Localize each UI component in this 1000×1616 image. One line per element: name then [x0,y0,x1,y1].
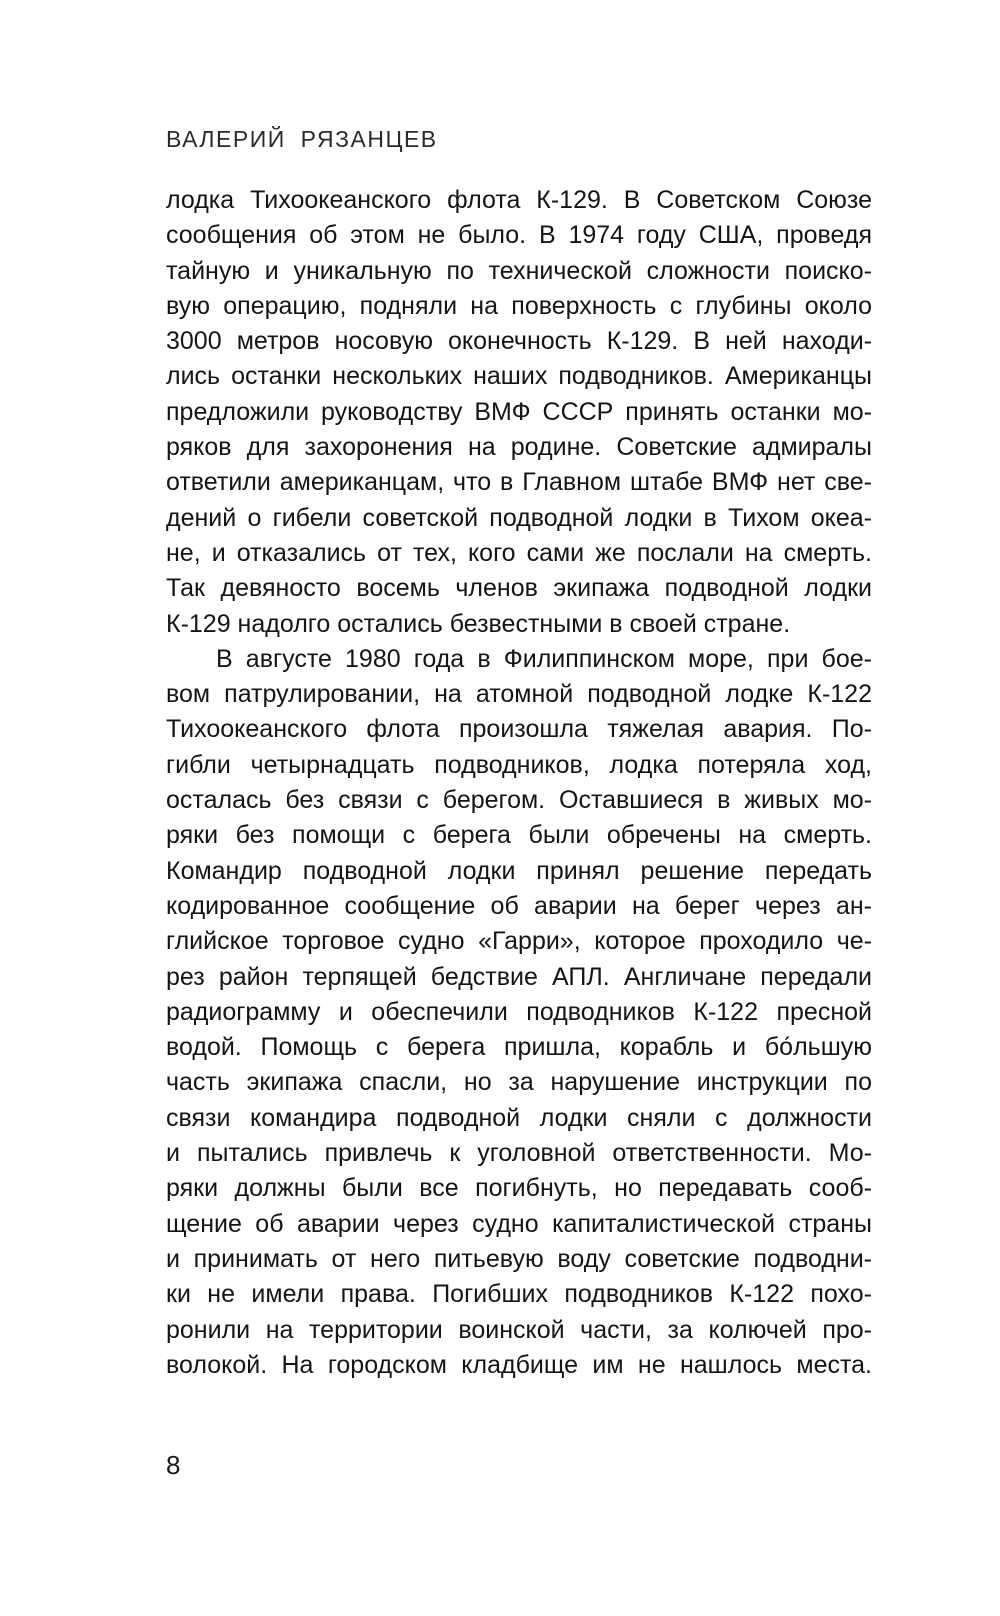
text-line: связи командира подводной лодки сняли с должности [166,1103,872,1132]
text-line: и принимать от него питьевую воду советские подводни- [166,1244,872,1273]
text-line: глийское торговое судно «Гарри», которое проходило че- [166,927,872,956]
text-line: осталась без связи с берегом. Оставшиеся в живых мо- [166,786,872,815]
text-line: кодированное сообщение об аварии на берег через ан- [166,891,872,920]
text-line: водой. Помощь с берега пришла, корабль и бо́льшую [166,1033,872,1062]
text-line: ронили на территории воинской части, за колючей про- [166,1315,872,1344]
text-line: Так девяносто восемь членов экипажа подводной лодки [166,574,872,603]
text-line: К-129 надолго остались безвестными в своей стране. [166,609,791,638]
text-line: часть экипажа спасли, но за нарушение инструкции по [166,1068,872,1097]
text-line: рез район терпящей бедствие АПЛ. Англичане передали [166,962,872,991]
text-line: радиограмму и обеспечили подводников К-122 пресной [166,997,872,1026]
text-line: вую операцию, подняли на поверхность с глубины около [166,291,872,320]
text-line: лись останки нескольких наших подводников. Американцы [166,362,872,391]
text-line: ки не имели права. Погибших подводников К-122 похо- [166,1280,872,1309]
text-line: ряки должны были все погибнуть, но передавать сооб- [166,1174,872,1203]
text-line: щение об аварии через судно капиталистической страны [166,1209,872,1238]
page-number: 8 [166,1450,181,1480]
text-line: В августе 1980 года в Филиппинском море, при бое- [216,644,872,673]
text-line: Командир подводной лодки принял решение передать [166,856,872,885]
text-line: 3000 метров носовую оконечность К-129. В ней находи- [166,327,872,356]
body-text [166,183,872,1383]
text-line: и пытались привлечь к уголовной ответственности. Мо- [166,1139,872,1168]
text-line: сообщения об этом не было. В 1974 году США, проведя [166,221,872,250]
text-line: гибли четырнадцать подводников, лодка потеряла ход, [166,750,872,779]
author-header: ВАЛЕРИЙ РЯЗАНЦЕВ [166,126,438,152]
text-line: ряки без помощи с берега были обречены на смерть. [166,821,872,850]
text-line: лодка Тихоокеанского флота К-129. В Советском Союзе [166,186,872,214]
text-line: ряков для захоронения на родине. Советские адмиралы [166,433,872,462]
text-line: вом патрулировании, на атомной подводной лодке К-122 [166,680,872,709]
text-line: не, и отказались от тех, кого сами же послали на смерть. [166,538,872,567]
text-line: волокой. На городском кладбище им не нашлось места. [166,1350,872,1379]
text-line: ответили американцам, что в Главном штабе ВМФ нет све- [166,468,872,497]
text-line: дений о гибели советской подводной лодки в Тихом океа- [166,503,872,532]
text-line: тайную и уникальную по технической сложности поиско- [166,256,872,285]
text-line: Тихоокеанского флота произошла тяжелая авария. По- [166,715,872,744]
text-line: предложили руководству ВМФ СССР принять останки мо- [166,397,872,426]
